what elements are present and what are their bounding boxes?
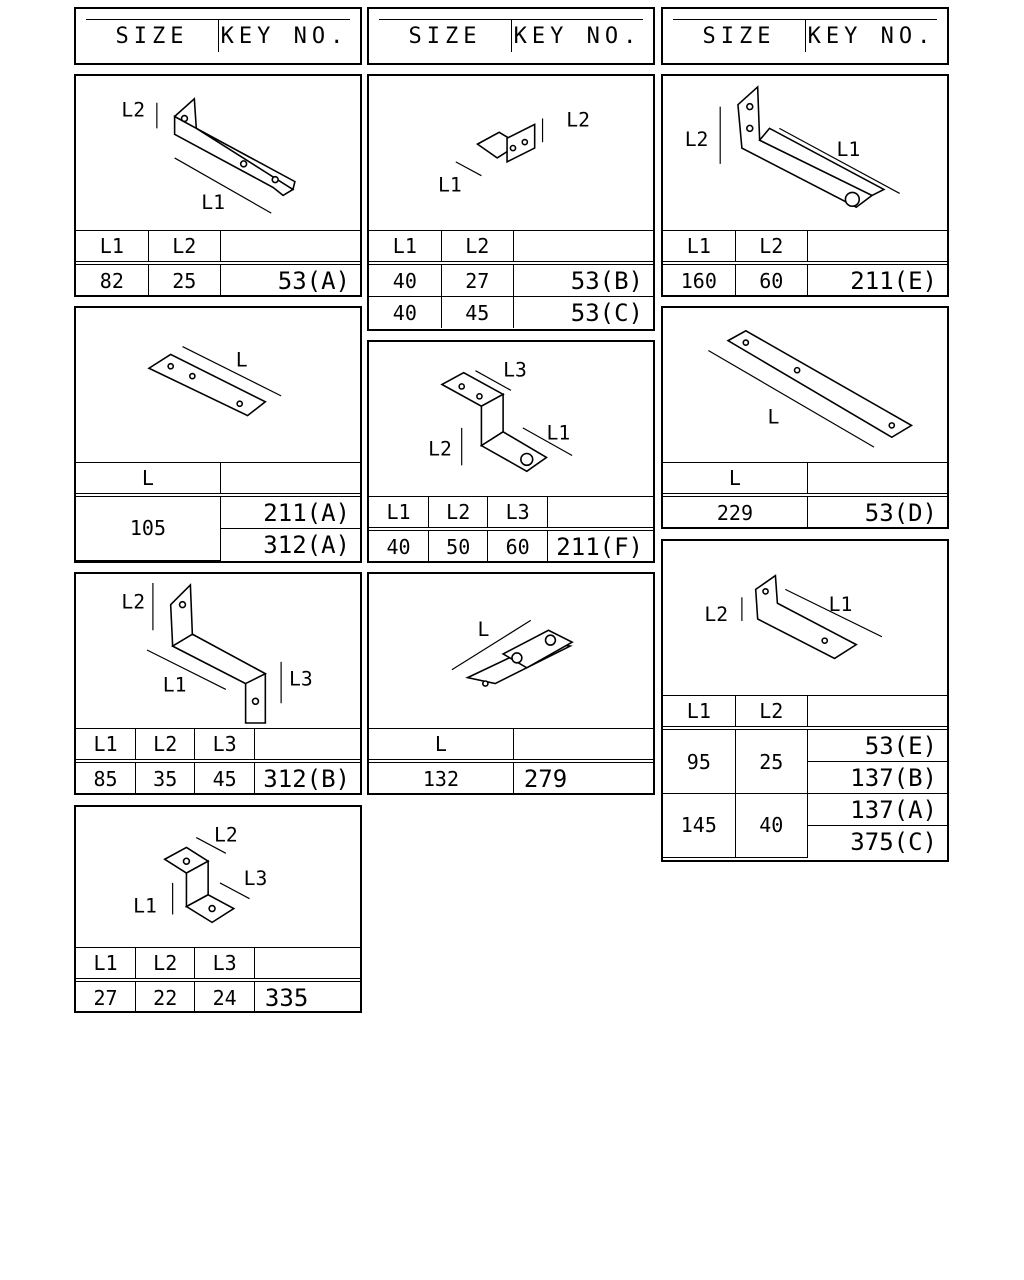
col-key — [220, 231, 360, 264]
dim-l2: L2 — [566, 108, 590, 132]
bracket-panel-312b — [74, 572, 362, 795]
size-table: L1 L2 40 27 53(B) 40 45 53(C) — [369, 230, 653, 328]
dim-l: L — [235, 348, 248, 372]
bracket-panel-211e — [661, 74, 949, 297]
dim-l2: L2 — [214, 823, 238, 847]
bracket-drawing — [76, 807, 360, 947]
bracket-drawing — [663, 76, 947, 230]
table-row: 145 40 137(A) — [663, 794, 947, 826]
dim-l1: L1 — [836, 137, 861, 161]
dim-l2: L2 — [704, 602, 729, 626]
bracket-panel-211f — [367, 340, 655, 563]
key-no: 335 — [254, 980, 360, 1013]
key-no: 211(F) — [547, 529, 653, 562]
key-label: KEY NO. — [807, 23, 936, 49]
size-label: SIZE — [379, 20, 512, 52]
bracket-panel-53b — [367, 74, 655, 331]
key-no: 53(D) — [807, 495, 947, 528]
key-no: 53(B) — [513, 263, 653, 297]
table-row: 229 53(D) — [663, 495, 947, 528]
bracket-panel-211a — [74, 306, 362, 563]
dim-l1: L1 — [133, 894, 157, 918]
table-row: 105 211(A) — [76, 495, 360, 529]
dim-l2: L2 — [121, 590, 146, 614]
bracket-drawing — [663, 308, 947, 462]
key-no: 53(A) — [220, 263, 360, 296]
key-no: 279 — [513, 761, 653, 794]
key-no: 137(B) — [807, 762, 947, 794]
bracket-panel-53d — [661, 306, 949, 529]
col-l2: L2 — [148, 231, 220, 264]
dim-l1: L1 — [162, 673, 187, 697]
key-no: 375(C) — [807, 826, 947, 858]
size-label: SIZE — [673, 20, 806, 52]
table-row: 160 60 211(E) — [663, 263, 947, 296]
table-row: 40 45 53(C) — [369, 297, 653, 329]
col-l1: L1 — [76, 231, 148, 264]
size-header-col3 — [661, 7, 949, 65]
table-row: 85 35 45 312(B) — [76, 761, 360, 794]
size-header-col1 — [74, 7, 362, 65]
size-header-col2 — [367, 7, 655, 65]
table-row: 40 50 60 211(F) — [369, 529, 653, 562]
bracket-panel-279 — [367, 572, 655, 795]
dim-l2: L2 — [684, 128, 709, 152]
table-row: 82 25 53(A) — [76, 263, 360, 296]
bracket-drawing — [369, 342, 653, 496]
table-row: 132 279 — [369, 761, 653, 794]
size-table: L1 L2 L3 85 35 45 312(B) — [76, 728, 360, 794]
table-row: 27 22 24 335 — [76, 980, 360, 1013]
key-no: 211(A) — [220, 495, 360, 529]
size-label: SIZE — [86, 20, 219, 52]
bracket-drawing — [369, 76, 653, 230]
dim-l3: L3 — [243, 866, 268, 890]
key-no: 53(E) — [807, 728, 947, 762]
key-no: 312(B) — [254, 761, 360, 794]
size-table — [76, 230, 360, 296]
key-no: 312(A) — [220, 529, 360, 561]
size-table: L1 L2 L3 40 50 60 211(F) — [369, 496, 653, 562]
table-row: 40 27 53(B) — [369, 263, 653, 297]
bracket-panel-53a — [74, 74, 362, 297]
dim-l1: L1 — [828, 593, 853, 617]
size-table: L1 L2 160 60 211(E) — [663, 230, 947, 296]
bracket-panel-335 — [74, 805, 362, 1013]
dim-l1: L1 — [438, 173, 462, 197]
bracket-panel-53e — [661, 539, 949, 862]
key-no: 137(A) — [807, 794, 947, 826]
dim-l: L — [477, 618, 490, 642]
bracket-drawing — [663, 541, 947, 695]
bracket-drawing — [369, 574, 653, 728]
size-table: L1 L2 L3 27 22 24 335 — [76, 947, 360, 1013]
size-table: L 132 279 — [369, 728, 653, 794]
dim-l2: L2 — [428, 437, 452, 461]
key-label: KEY NO. — [220, 23, 349, 49]
bracket-drawing — [76, 308, 360, 462]
key-label: KEY NO. — [513, 23, 642, 49]
dim-l1: L1 — [546, 421, 571, 445]
dim-l3: L3 — [289, 667, 313, 691]
table-row: 95 25 53(E) — [663, 728, 947, 762]
dim-l: L — [767, 405, 780, 429]
key-no: 53(C) — [513, 297, 653, 329]
bracket-drawing — [76, 76, 360, 230]
dim-l3: L3 — [503, 358, 527, 382]
key-no: 211(E) — [807, 263, 947, 296]
dim-l2: L2 — [121, 98, 146, 122]
size-table: L 105 211(A) 312(A) — [76, 462, 360, 561]
dim-l1: L1 — [201, 191, 225, 215]
bracket-drawing — [76, 574, 360, 728]
size-table: L 229 53(D) — [663, 462, 947, 528]
size-table: L1 L2 95 25 53(E) 137(B) 145 40 137(A) 375(C) — [663, 695, 947, 858]
